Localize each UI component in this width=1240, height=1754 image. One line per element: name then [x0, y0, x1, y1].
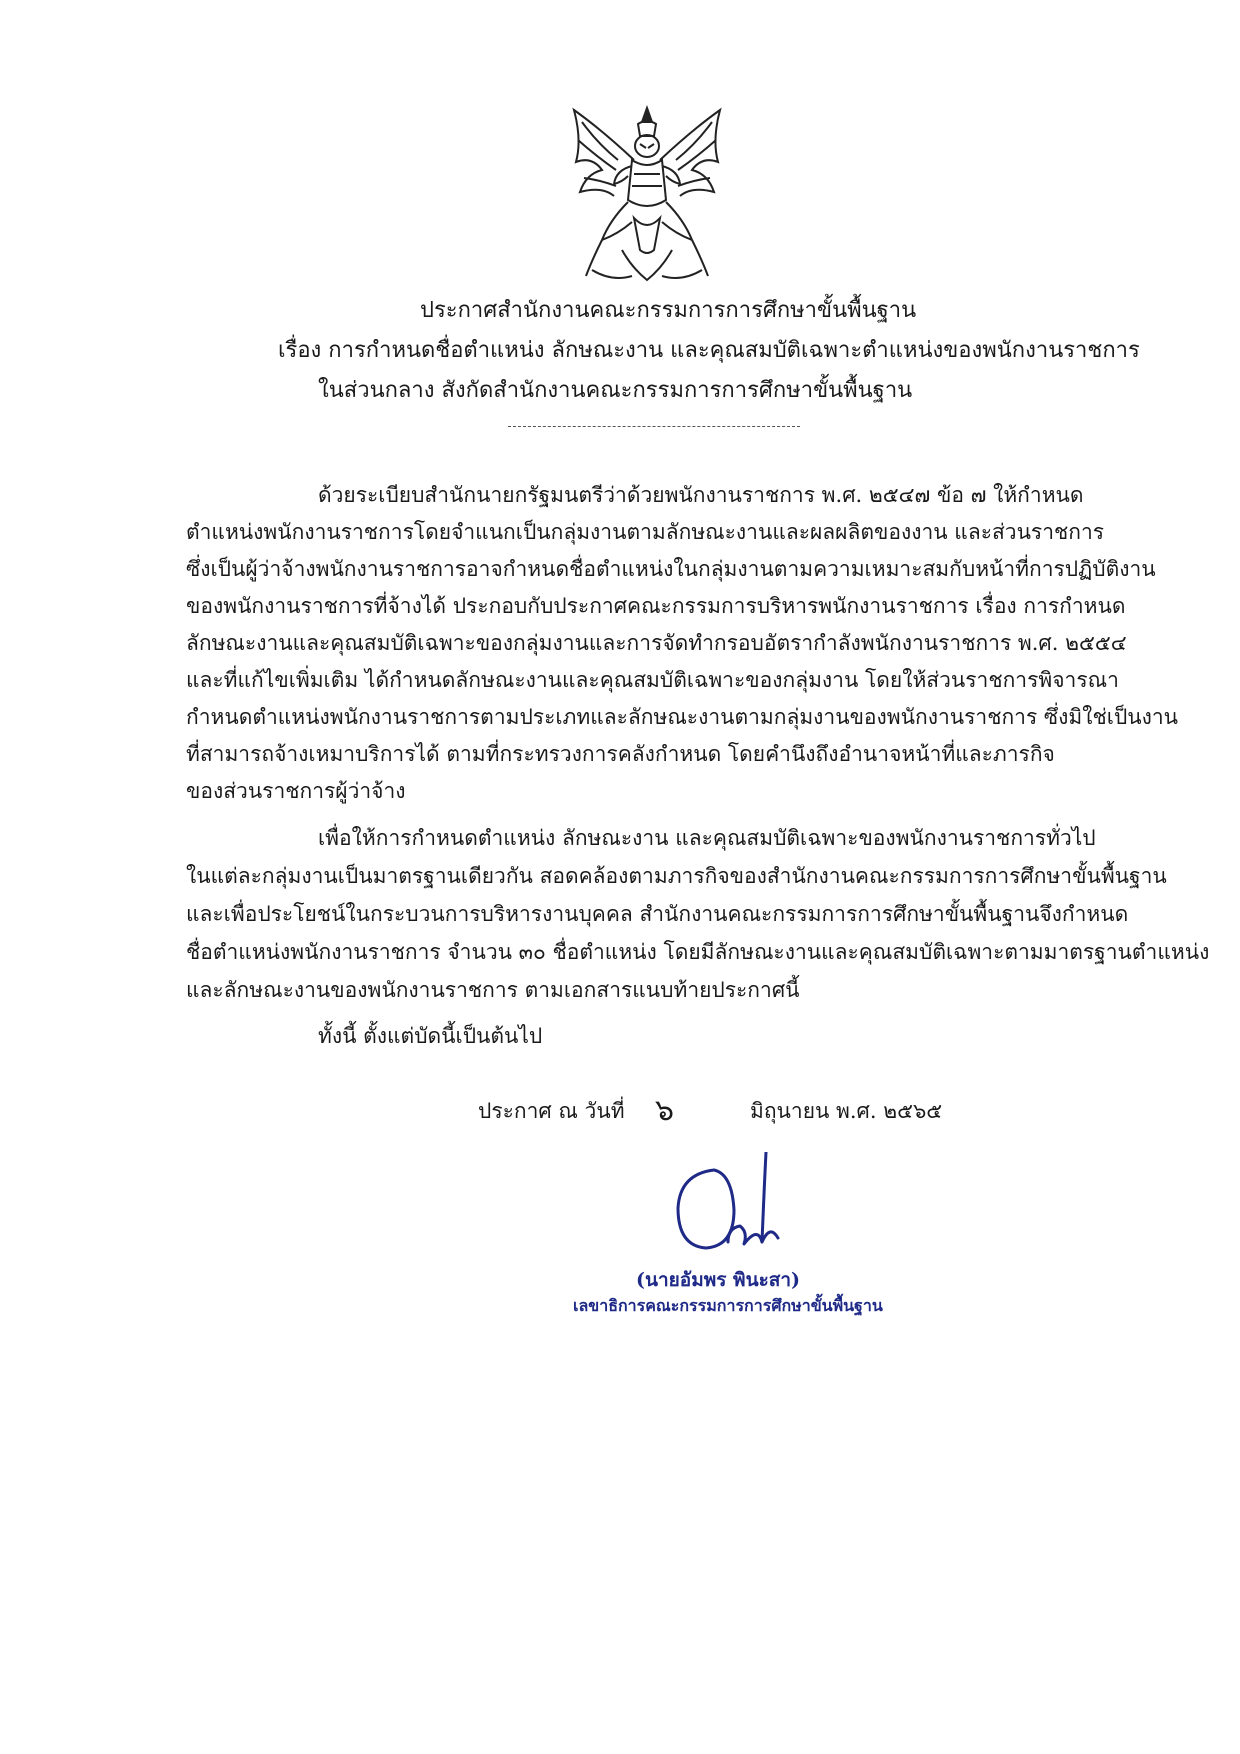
paragraph-line: ลักษณะงานและคุณสมบัติเฉพาะของกลุ่มงานและการจัดทำกรอบอัตรากำลังพนักงานราชการ พ.ศ. ๒๕๕๔: [186, 631, 1127, 655]
signer-title: เลขาธิการคณะกรรมการการศึกษาขั้นพื้นฐาน: [573, 1296, 883, 1315]
effective-text: ทั้งนี้ ตั้งแต่บัดนี้เป็นต้นไป: [318, 1024, 543, 1048]
paragraph-line: ของพนักงานราชการที่จ้างได้ ประกอบกับประกาศคณะกรรมการบริหารพนักงานราชการ เรื่อง การกำหนด: [186, 594, 1126, 618]
announcement-subject: เรื่อง การกำหนดชื่อตำแหน่ง ลักษณะงาน และคุณสมบัติเฉพาะตำแหน่งของพนักงานราชการ: [278, 338, 1140, 363]
signer-name: (นายอัมพร พินะสา): [636, 1269, 801, 1291]
announcement-title: ประกาศสำนักงานคณะกรรมการการศึกษาขั้นพื้นฐาน: [420, 298, 917, 323]
announcement-date: [0, 1093, 1240, 1128]
dashed-divider: [508, 426, 800, 427]
paragraph-line: ของส่วนราชการผู้ว่าจ้าง: [186, 779, 406, 803]
date-month-year: มิถุนายน พ.ศ. ๒๕๖๕: [750, 1099, 943, 1123]
paragraph-line: ที่สามารถจ้างเหมาบริการได้ ตามที่กระทรวงการคลังกำหนด โดยคำนึงถึงอำนาจหน้าที่และภารกิจ: [186, 742, 1055, 766]
garuda-emblem-icon: [562, 100, 732, 288]
paragraph-line: ด้วยระเบียบสำนักนายกรัฐมนตรีว่าด้วยพนักงานราชการ พ.ศ. ๒๕๔๗ ข้อ ๗ ให้กำหนด: [318, 483, 1084, 507]
paragraph-line: ซึ่งเป็นผู้ว่าจ้างพนักงานราชการอาจกำหนดชื่อตำแหน่งในกลุ่มงานตามความเหมาะสมกับหน้าที่การปฏิบัติงาน: [186, 557, 1156, 581]
paragraph-line: เพื่อให้การกำหนดตำแหน่ง ลักษณะงาน และคุณสมบัติเฉพาะของพนักงานราชการทั่วไป: [318, 826, 1096, 850]
paragraph-line: กำหนดตำแหน่งพนักงานราชการตามประเภทและลักษณะงานตามกลุ่มงานของพนักงานราชการ ซึ่งมิใช่เป็นงาน: [186, 705, 1179, 729]
paragraph-line: และลักษณะงานของพนักงานราชการ ตามเอกสารแนบท้ายประกาศนี้: [186, 978, 800, 1002]
signature-image: [662, 1152, 812, 1258]
paragraph-line: ในแต่ละกลุ่มงานเป็นมาตรฐานเดียวกัน สอดคล้องตามภารกิจของสำนักงานคณะกรรมการการศึกษาขั้นพื้นฐาน: [186, 864, 1167, 888]
paragraph-line: ตำแหน่งพนักงานราชการโดยจำแนกเป็นกลุ่มงานตามลักษณะงานและผลผลิตของงาน และส่วนราชการ: [186, 520, 1105, 544]
paragraph-line: และที่แก้ไขเพิ่มเติม ได้กำหนดลักษณะงานและคุณสมบัติเฉพาะของกลุ่มงาน โดยให้ส่วนราชการพิจารณา: [186, 668, 1119, 692]
date-day: ๖: [655, 1093, 675, 1128]
paragraph-line: และเพื่อประโยชน์ในกระบวนการบริหารงานบุคคล สำนักงานคณะกรรมการการศึกษาขั้นพื้นฐานจึงกำหนด: [186, 902, 1129, 926]
paragraph-line: ชื่อตำแหน่งพนักงานราชการ จำนวน ๓๐ ชื่อตำแหน่ง โดยมีลักษณะงานและคุณสมบัติเฉพาะตามมาตรฐานตำแหน่ง: [186, 940, 1210, 964]
announcement-subject-continued: ในส่วนกลาง สังกัดสำนักงานคณะกรรมการการศึกษาขั้นพื้นฐาน: [318, 378, 913, 403]
date-label: ประกาศ ณ วันที่: [478, 1099, 625, 1123]
